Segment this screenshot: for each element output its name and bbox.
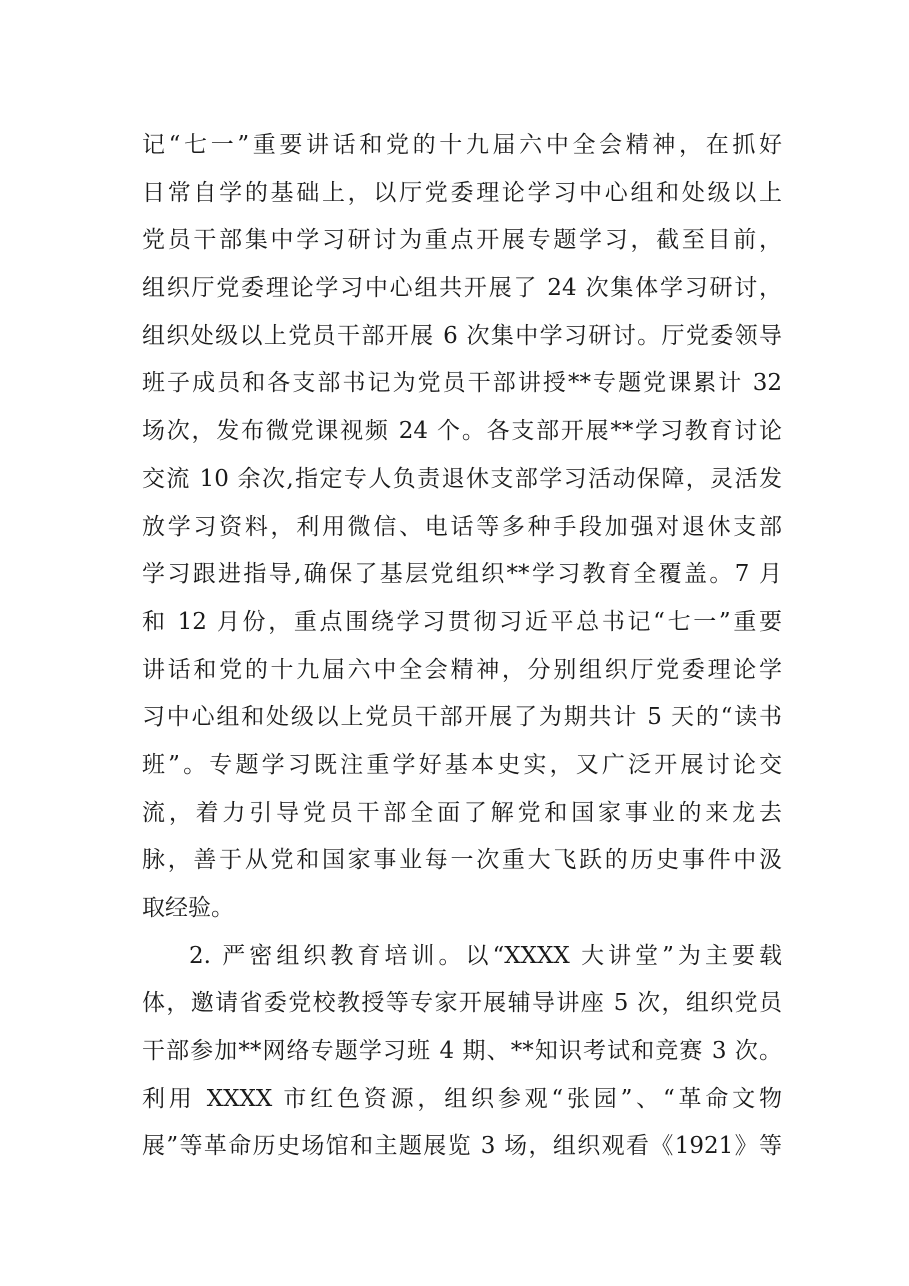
- text-line: 场次，发布微党课视频 24 个。各支部开展**学习教育讨论: [142, 418, 782, 445]
- text-line: 交流 10 余次,指定专人负责退休支部学习活动保障，灵活发: [142, 465, 782, 492]
- section-heading-line: 2. 严密组织教育培训。以“XXXX 大讲堂”为主要载: [189, 942, 782, 969]
- text-line: 记“七一”重要讲话和党的十九届六中全会精神，在抓好: [142, 132, 782, 158]
- document-body: [142, 122, 782, 1171]
- text-line: 干部参加**网络专题学习班 4 期、**知识考试和竞赛 3 次。: [142, 1038, 782, 1065]
- text-line: 展”等革命历史场馆和主题展览 3 场，组织观看《1921》等: [142, 1133, 782, 1160]
- text-line: 班”。专题学习既注重学好基本史实，又广泛开展讨论交: [142, 751, 782, 778]
- text-line: 脉，善于从党和国家事业每一次重大飞跃的历史事件中汲: [142, 847, 782, 874]
- text-line: 体，邀请省委党校教授等专家开展辅导讲座 5 次，组织党员: [142, 990, 782, 1017]
- text-line: 党员干部集中学习研讨为重点开展专题学习，截至目前，: [142, 227, 782, 254]
- text-line: 学习跟进指导,确保了基层党组织**学习教育全覆盖。7 月: [142, 561, 782, 588]
- paragraph-end-line: 取经验。: [142, 895, 234, 921]
- text-line: 流，着力引导党员干部全面了解党和国家事业的来龙去: [142, 799, 782, 826]
- text-line: 习中心组和处级以上党员干部开展了为期共计 5 天的“读书: [142, 704, 782, 731]
- text-line: 组织厅党委理论学习中心组共开展了 24 次集体学习研讨，: [142, 275, 782, 302]
- text-line: 组织处级以上党员干部开展 6 次集中学习研讨。厅党委领导: [142, 322, 782, 349]
- text-line: 放学习资料，利用微信、电话等多种手段加强对退休支部: [142, 513, 782, 540]
- text-line: 讲话和党的十九届六中全会精神，分别组织厅党委理论学: [142, 656, 782, 683]
- text-line: 和 12 月份，重点围绕学习贯彻习近平总书记“七一”重要: [142, 608, 782, 635]
- text-line: 班子成员和各支部书记为党员干部讲授**专题党课累计 32: [142, 370, 782, 397]
- text-line: 利用 XXXX 市红色资源，组织参观“张园”、“革命文物: [142, 1085, 782, 1112]
- text-line: 日常自学的基础上，以厅党委理论学习中心组和处级以上: [142, 179, 782, 206]
